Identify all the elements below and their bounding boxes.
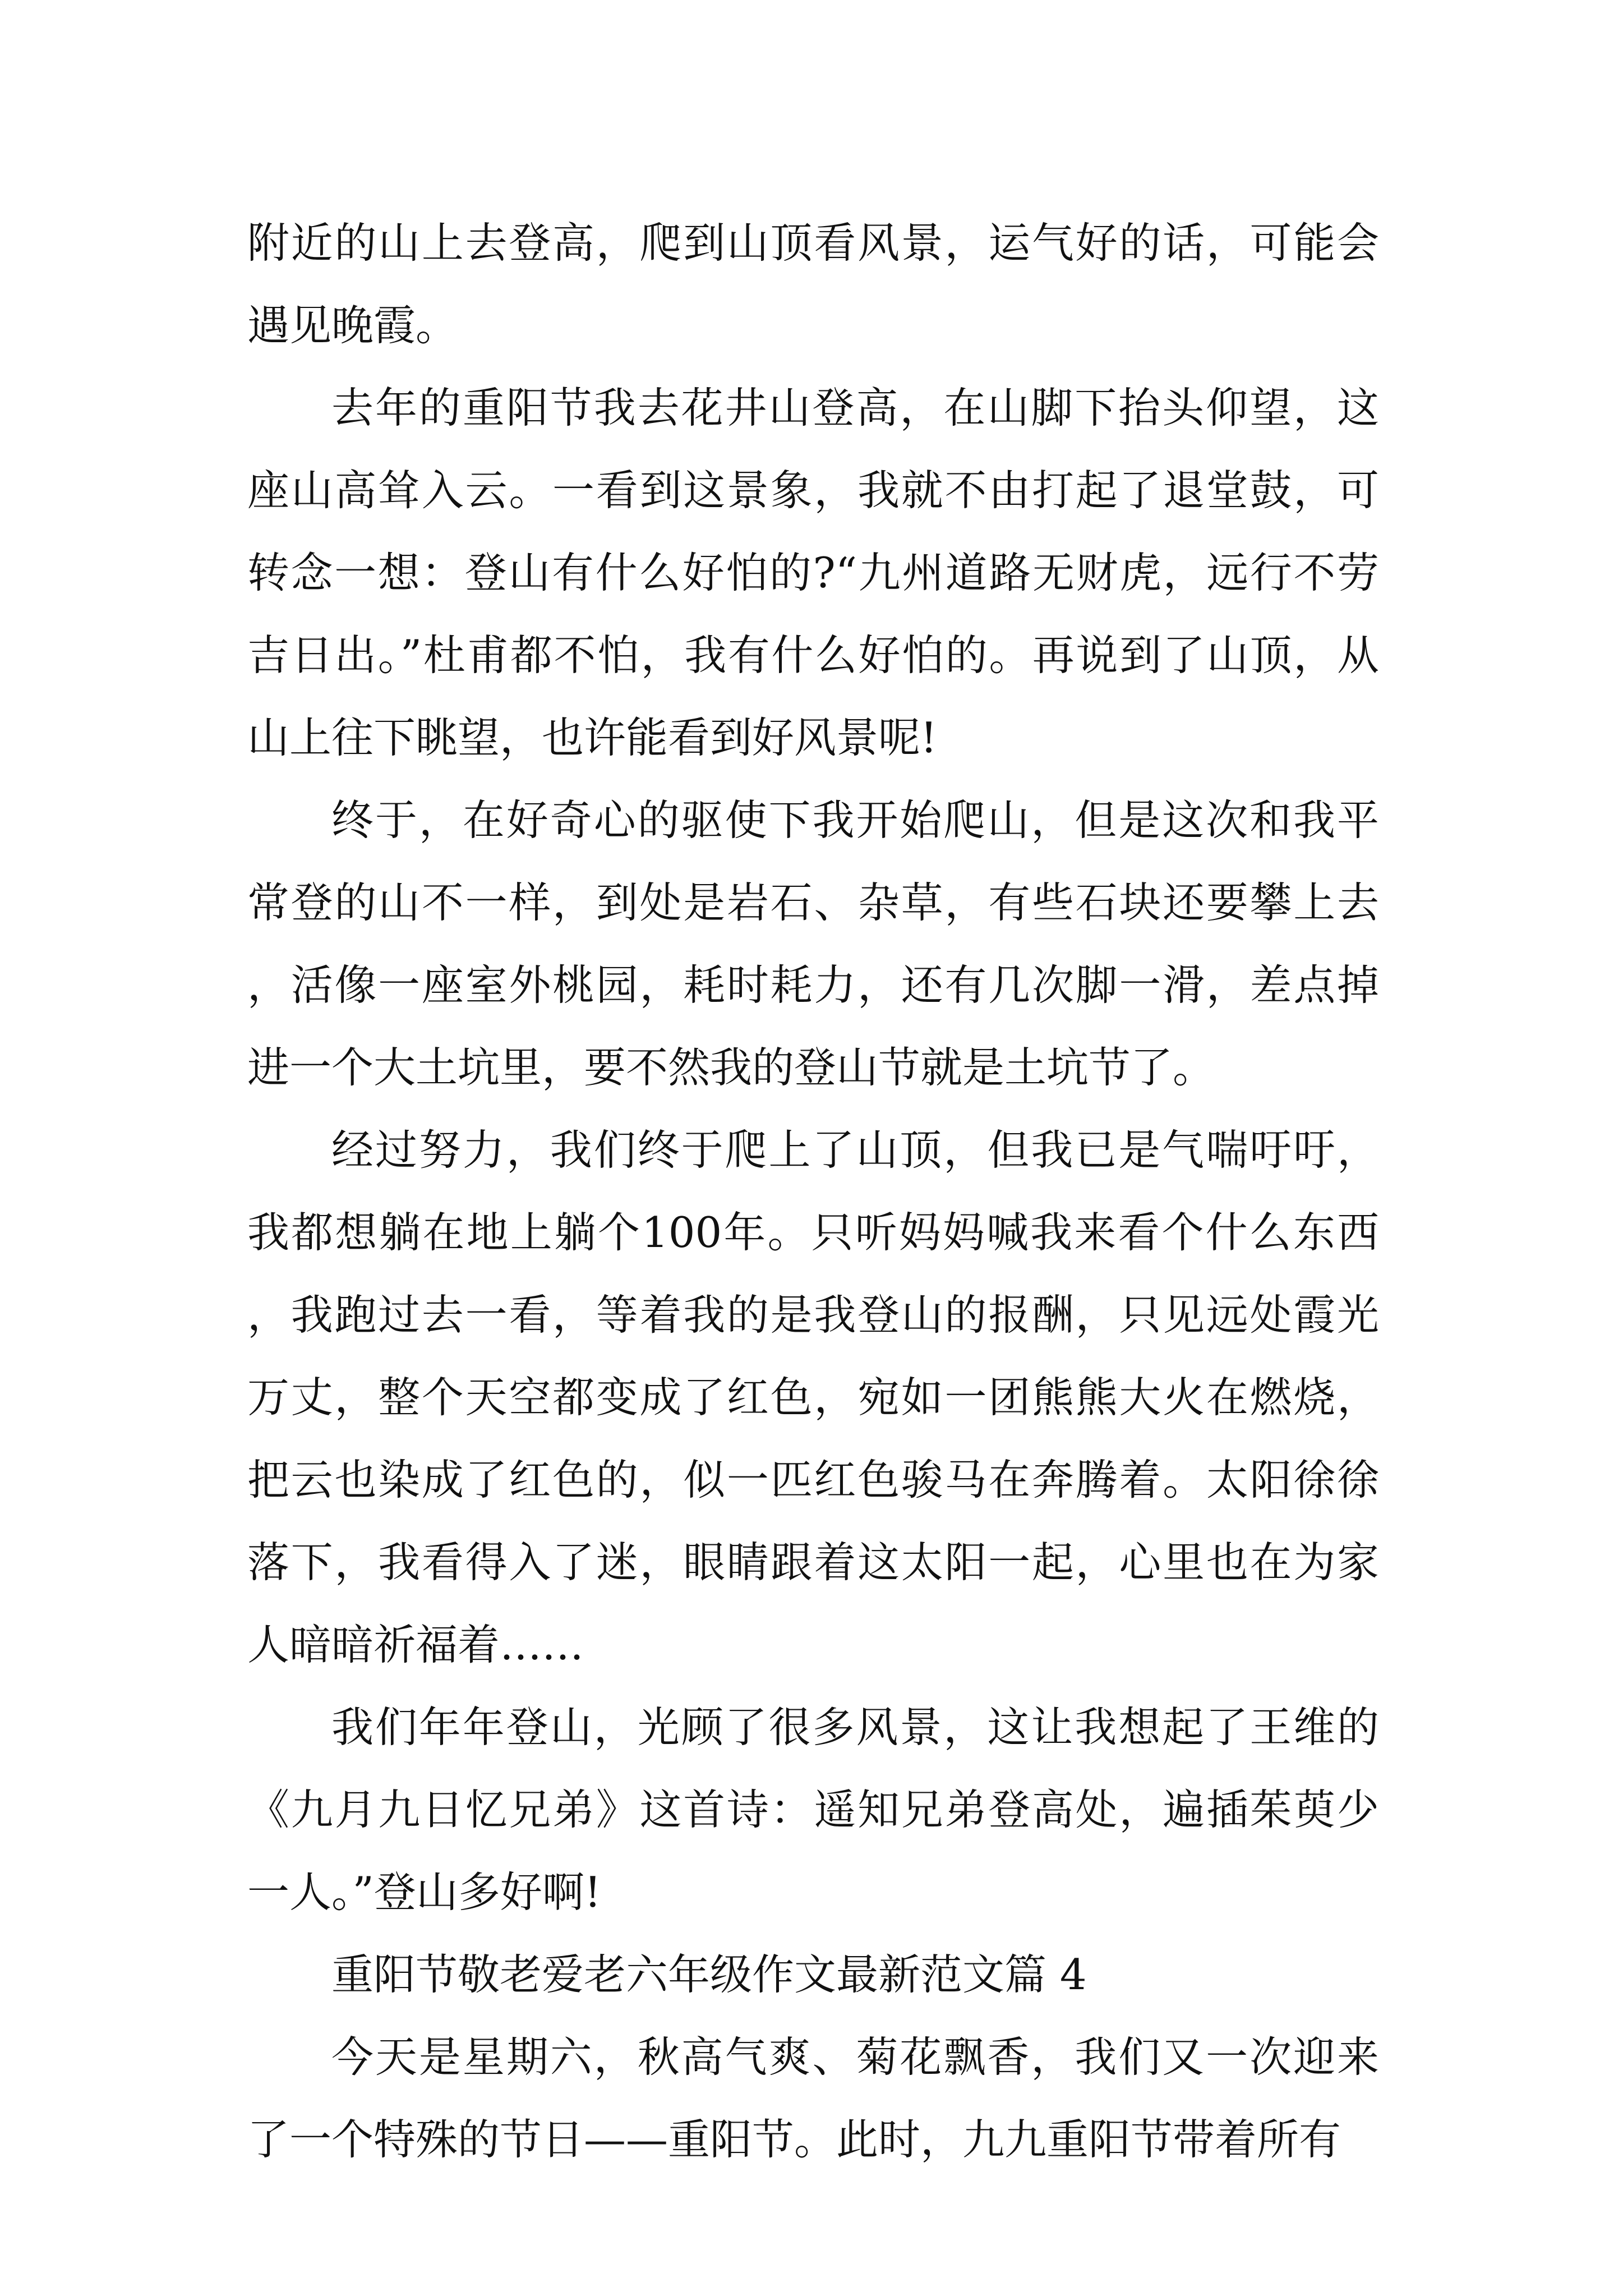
paragraph-5: 我们年年登山，光顾了很多风景，这让我想起了王维的《九月九日忆兄弟》这首诗：遥知兄弟登高处，遍插茱萸少一人。”登山多好啊!	[247, 1703, 1379, 1917]
document-body	[247, 202, 1379, 2181]
paragraph-4: 经过努力，我们终于爬上了山顶，但我已是气喘吁吁，我都想躺在地上躺个100年。只听妈妈喊我来看个什么东西，我跑过去一看，等着我的是我登山的报酬，只见远处霞光万丈，整个天空都变成了红色，宛如一团熊熊大火在燃烧，把云也染成了红色的，似一匹红色骏马在奔腾着。太阳徐徐落下，我看得入了迷，眼睛跟着这太阳一起，心里也在为家人暗暗祈福着……	[247, 1125, 1379, 1669]
paragraph-3: 终于，在好奇心的驱使下我开始爬山，但是这次和我平常登的山不一样，到处是岩石、杂草，有些石块还要攀上去，活像一座室外桃园，耗时耗力，还有几次脚一滑，差点掉进一个大土坑里，要不然我的登山节就是土坑节了。	[247, 795, 1379, 1092]
section-heading: 重阳节敬老爱老六年级作文最新范文篇 4	[331, 1950, 1087, 1999]
paragraph-1: 附近的山上去登高，爬到山顶看风景，运气好的话，可能会遇见晚霞。	[247, 218, 1379, 350]
paragraph-2: 去年的重阳节我去花井山登高，在山脚下抬头仰望，这座山高耸入云。一看到这景象，我就不由打起了退堂鼓，可转念一想：登山有什么好怕的?“九州道路无财虎，远行不劳吉日出。”杜甫都不怕，我有什么好怕的。再说到了山顶，从山上往下眺望，也许能看到好风景呢!	[247, 383, 1379, 762]
paragraph-6: 今天是星期六，秋高气爽、菊花飘香，我们又一次迎来了一个特殊的节日——重阳节。此时，九九重阳节带着所有	[247, 2032, 1379, 2164]
